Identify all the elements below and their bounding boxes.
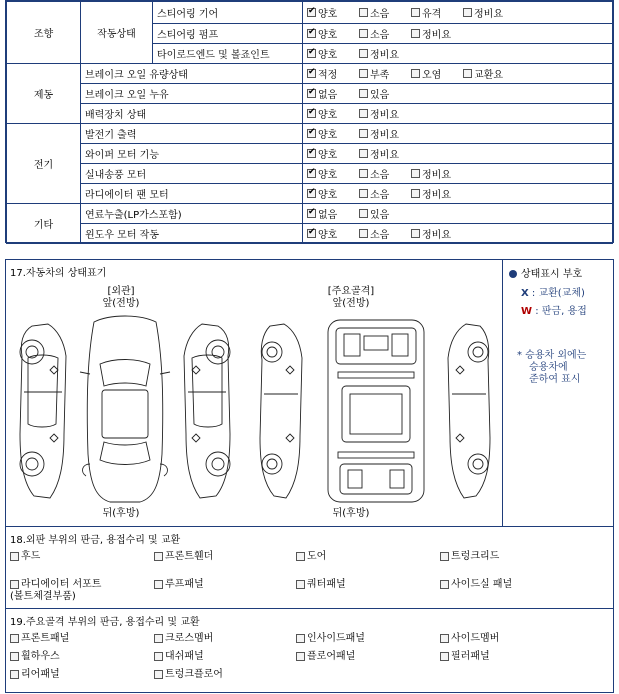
option-label: 양호 (318, 190, 338, 201)
option-label: 있음 (370, 210, 390, 221)
option-label: 정비요 (370, 50, 399, 61)
checkbox-icon[interactable] (359, 8, 368, 17)
checkbox-icon[interactable] (307, 109, 316, 118)
exterior-front-label: 앞(전방) (102, 298, 140, 309)
option-2 (411, 186, 461, 201)
option-0 (307, 146, 357, 161)
option-2 (411, 226, 461, 241)
checkbox-icon[interactable] (307, 189, 316, 198)
checklist-label: 트렁크리드 (451, 551, 500, 562)
checkbox-icon[interactable] (307, 8, 316, 17)
row-options (303, 44, 613, 64)
checklist-label: 인사이드패널 (307, 633, 365, 644)
checklist-item (440, 551, 499, 563)
checkbox-icon[interactable] (359, 149, 368, 158)
car-top-view (80, 316, 170, 502)
checkbox-icon[interactable] (411, 229, 420, 238)
category-electric: 전기 (7, 124, 81, 204)
option-label: 정비요 (474, 9, 503, 20)
option-1 (359, 46, 409, 61)
legend-w-symbol: W (521, 306, 533, 317)
checklist-label: 도어 (307, 551, 327, 562)
checkbox-icon[interactable] (359, 169, 368, 178)
option-0 (307, 66, 357, 81)
frame-top-view (328, 320, 424, 502)
row-options (303, 64, 613, 84)
option-label: 정비요 (422, 230, 451, 241)
option-label: 양호 (318, 50, 338, 61)
inspection-table-frame (5, 0, 614, 243)
checklist-label: 트렁크플로어 (165, 669, 223, 680)
option-3 (463, 5, 513, 20)
checkbox-icon[interactable] (307, 169, 316, 178)
row-options (303, 124, 613, 144)
checkbox-icon[interactable] (307, 229, 316, 238)
checkbox-icon[interactable] (359, 109, 368, 118)
legend-x-row (521, 284, 585, 299)
option-label: 정비요 (422, 190, 451, 201)
row-options (303, 144, 613, 164)
inspection-table (6, 1, 613, 244)
checklist-item (296, 633, 365, 645)
checkbox-icon[interactable] (154, 552, 163, 561)
checkbox-icon[interactable] (411, 189, 420, 198)
option-label: 없음 (318, 90, 338, 101)
checklist-item (440, 651, 490, 663)
checkbox-icon[interactable] (154, 634, 163, 643)
option-0 (307, 46, 357, 61)
checkbox-icon[interactable] (10, 552, 19, 561)
option-0 (307, 186, 357, 201)
checkbox-icon[interactable] (359, 229, 368, 238)
checkbox-icon[interactable] (411, 29, 420, 38)
row-item: 라디에이터 팬 모터 (81, 184, 303, 204)
checkbox-icon[interactable] (440, 652, 449, 661)
option-1 (359, 26, 409, 41)
checkbox-icon[interactable] (154, 670, 163, 679)
option-label: 양호 (318, 110, 338, 121)
legend-note-line1: * 승용차 외에는 (517, 350, 587, 361)
category-brake: 제동 (7, 64, 81, 124)
diagram-area (6, 260, 503, 526)
checklist-sublabel: (볼트체결부품) (10, 591, 76, 602)
checkbox-icon[interactable] (440, 634, 449, 643)
category-other: 기타 (7, 204, 81, 244)
option-0 (307, 226, 357, 241)
checkbox-icon[interactable] (359, 209, 368, 218)
checkbox-icon[interactable] (296, 580, 305, 589)
option-label: 소음 (370, 170, 390, 181)
option-label: 유격 (422, 9, 442, 20)
section-19-title: 19.주요골격 부위의 판금, 용접수리 및 교환 (10, 617, 200, 628)
option-label: 없음 (318, 210, 338, 221)
option-label: 정비요 (370, 150, 399, 161)
checkbox-icon[interactable] (463, 8, 472, 17)
option-label: 양호 (318, 150, 338, 161)
checkbox-icon[interactable] (307, 129, 316, 138)
car-left-side-view (20, 324, 66, 498)
exterior-car-diagram (10, 314, 240, 506)
checklist-item (10, 551, 40, 563)
option-label: 오염 (422, 70, 442, 81)
legend-title-row (509, 265, 582, 280)
checkbox-icon[interactable] (296, 552, 305, 561)
checkbox-icon[interactable] (359, 89, 368, 98)
frame-right-side-view (448, 324, 490, 498)
option-1 (359, 166, 409, 181)
checklist-label: 프론트휀더 (165, 551, 214, 562)
checkbox-icon[interactable] (359, 29, 368, 38)
option-2 (411, 26, 461, 41)
checkbox-icon[interactable] (411, 69, 420, 78)
legend-bullet-icon (509, 270, 517, 278)
frame-repair-section (5, 609, 614, 693)
checkbox-icon[interactable] (463, 69, 472, 78)
row-options (303, 224, 613, 244)
checkbox-icon[interactable] (307, 49, 316, 58)
checklist-item (10, 651, 60, 663)
option-3 (463, 66, 513, 81)
checkbox-icon[interactable] (10, 670, 19, 679)
checkbox-icon[interactable] (10, 580, 19, 589)
row-item: 윈도우 모터 작동 (81, 224, 303, 244)
checklist-item (154, 651, 204, 663)
checklist-label: 루프패널 (165, 579, 204, 590)
option-1 (359, 106, 409, 121)
legend-title: 상태표시 부호 (521, 269, 583, 280)
option-label: 정비요 (422, 170, 451, 181)
option-label: 적정 (318, 70, 338, 81)
checkbox-icon[interactable] (307, 209, 316, 218)
option-0 (307, 206, 357, 221)
option-1 (359, 5, 409, 20)
frame-left-side-view (260, 324, 302, 498)
checkbox-icon[interactable] (154, 580, 163, 589)
legend-panel (503, 260, 613, 526)
option-label: 양호 (318, 230, 338, 241)
checkbox-icon[interactable] (440, 580, 449, 589)
row-options (303, 24, 613, 44)
section-18-title: 18.외판 부위의 판금, 용접수리 및 교환 (10, 535, 181, 546)
checklist-label: 필러패널 (451, 651, 490, 662)
checklist-label: 후드 (21, 551, 41, 562)
option-0 (307, 106, 357, 121)
option-label: 소음 (370, 9, 390, 20)
row-item: 배력장치 상태 (81, 104, 303, 124)
option-2 (411, 166, 461, 181)
option-0 (307, 166, 357, 181)
option-1 (359, 206, 409, 221)
option-1 (359, 66, 409, 81)
row-options (303, 204, 613, 224)
checklist-label: 사이드멤버 (451, 633, 500, 644)
row-options (303, 104, 613, 124)
row-item: 발전기 출력 (81, 124, 303, 144)
row-item: 브레이크 오일 누유 (81, 84, 303, 104)
option-label: 정비요 (422, 30, 451, 41)
checklist-item (296, 579, 346, 591)
option-label: 소음 (370, 190, 390, 201)
option-label: 소음 (370, 30, 390, 41)
car-right-side-view (184, 324, 230, 498)
checkbox-icon[interactable] (154, 652, 163, 661)
option-1 (359, 186, 409, 201)
checkbox-icon[interactable] (296, 634, 305, 643)
option-0 (307, 126, 357, 141)
legend-x-text: : 교환(교체) (531, 288, 585, 299)
checklist-label: 휠하우스 (21, 651, 60, 662)
checkbox-icon[interactable] (440, 552, 449, 561)
legend-w-text: : 판금, 용접 (535, 306, 587, 317)
row-options (303, 164, 613, 184)
legend-x-symbol: X (521, 288, 529, 299)
checkbox-icon[interactable] (307, 89, 316, 98)
row-item: 타이로드엔드 및 볼죠인트 (153, 44, 303, 64)
checklist-label: 플로어패널 (307, 651, 356, 662)
row-options (303, 2, 613, 24)
row-item: 와이퍼 모터 기능 (81, 144, 303, 164)
option-0 (307, 86, 357, 101)
checklist-item (296, 551, 326, 563)
checklist-item (10, 669, 60, 681)
checklist-item (10, 633, 69, 645)
frame-car-diagram (256, 314, 496, 506)
option-2 (411, 5, 461, 20)
checkbox-icon[interactable] (359, 69, 368, 78)
checklist-label: 프론트패널 (21, 633, 70, 644)
option-0 (307, 26, 357, 41)
exterior-label: [외관] (107, 286, 135, 297)
row-item: 스티어링 펌프 (153, 24, 303, 44)
option-label: 정비요 (370, 130, 399, 141)
checklist-item (154, 633, 213, 645)
checklist-label: 라디에이터 서포트 (21, 579, 102, 590)
row-item: 스티어링 기어 (153, 2, 303, 24)
exterior-repair-section (5, 527, 614, 609)
checkbox-icon[interactable] (10, 652, 19, 661)
checkbox-icon[interactable] (359, 189, 368, 198)
frame-front-label: 앞(전방) (332, 298, 370, 309)
option-label: 소음 (370, 230, 390, 241)
option-label: 정비요 (370, 110, 399, 121)
option-label: 양호 (318, 9, 338, 20)
checkbox-icon[interactable] (359, 129, 368, 138)
frame-label: [주요골격] (327, 286, 375, 297)
option-2 (411, 66, 461, 81)
option-label: 있음 (370, 90, 390, 101)
checklist-label: 사이드실 패널 (451, 579, 513, 590)
subcategory-operation: 작동상태 (81, 2, 153, 64)
checklist-item (154, 579, 204, 591)
checklist-label: 쿼터패널 (307, 579, 346, 590)
row-item: 브레이크 오일 유량상태 (81, 64, 303, 84)
checkbox-icon[interactable] (411, 8, 420, 17)
legend-note-line2: 승용차에 (529, 362, 568, 373)
legend-w-row (521, 302, 587, 317)
option-0 (307, 5, 357, 20)
checkbox-icon[interactable] (359, 49, 368, 58)
option-1 (359, 86, 409, 101)
row-item: 연료누출(LP가스포함) (81, 204, 303, 224)
option-1 (359, 226, 409, 241)
checklist-label: 리어패널 (21, 669, 60, 680)
option-label: 양호 (318, 30, 338, 41)
checkbox-icon[interactable] (307, 69, 316, 78)
option-label: 부족 (370, 70, 390, 81)
exterior-rear-label: 뒤(후방) (102, 508, 140, 519)
checklist-label: 대쉬패널 (165, 651, 204, 662)
option-label: 교환요 (474, 70, 503, 81)
checkbox-icon[interactable] (10, 634, 19, 643)
category-steering: 조향 (7, 2, 81, 64)
checklist-label: 크로스멤버 (165, 633, 214, 644)
checklist-item (440, 633, 499, 645)
option-1 (359, 126, 409, 141)
option-label: 양호 (318, 130, 338, 141)
legend-note-line3: 준하여 표시 (529, 374, 581, 385)
vehicle-status-diagram-section (5, 259, 614, 527)
checkbox-icon[interactable] (296, 652, 305, 661)
checklist-item (10, 579, 101, 603)
checklist-item (154, 551, 213, 563)
checkbox-icon[interactable] (307, 149, 316, 158)
option-label: 양호 (318, 170, 338, 181)
checklist-item (154, 669, 223, 681)
frame-rear-label: 뒤(후방) (332, 508, 370, 519)
row-item: 실내송풍 모터 (81, 164, 303, 184)
option-1 (359, 146, 409, 161)
checklist-item (440, 579, 512, 591)
row-options (303, 184, 613, 204)
checkbox-icon[interactable] (411, 169, 420, 178)
checklist-item (296, 651, 355, 663)
checkbox-icon[interactable] (307, 29, 316, 38)
section-17-title: 17.자동차의 상태표기 (10, 268, 107, 279)
row-options (303, 84, 613, 104)
